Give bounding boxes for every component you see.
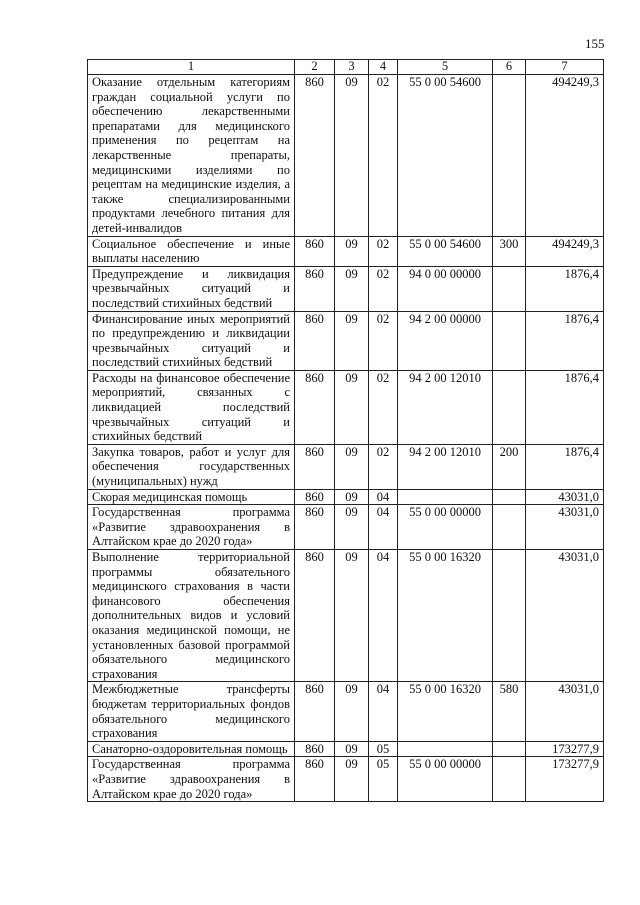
ministry-code: 860 — [295, 550, 335, 682]
target-article: 94 0 00 00000 — [398, 266, 493, 311]
target-article: 55 0 00 54600 — [398, 236, 493, 266]
column-header: 4 — [369, 60, 398, 75]
row-name: Межбюджетные трансферты бюджетам территориальных фондов обязательного медицинского страхования — [88, 682, 295, 741]
row-name: Финансирование иных мероприятий по предупреждению и ликвидации чрезвычайных ситуаций и последствий стихийных бедствий — [88, 311, 295, 370]
target-article: 55 0 00 00000 — [398, 505, 493, 550]
row-name: Закупка товаров, работ и услуг для обеспечения государственных (муниципальных) нужд — [88, 444, 295, 489]
table-row — [88, 311, 604, 370]
expense-type: 580 — [493, 682, 526, 741]
budget-table — [87, 59, 604, 802]
subsection-code: 04 — [369, 489, 398, 505]
target-article: 94 2 00 12010 — [398, 370, 493, 444]
ministry-code: 860 — [295, 682, 335, 741]
section-code: 09 — [335, 266, 369, 311]
expense-type — [493, 489, 526, 505]
expense-type — [493, 757, 526, 802]
amount: 1876,4 — [526, 311, 604, 370]
section-code: 09 — [335, 75, 369, 237]
row-name: Оказание отдельным категориям граждан социальной услуги по обеспечению лекарственными препаратами для медицинского применения по рецептам на лекарственные препараты, медицинскими изделиями по рецептам на медицинские изделия, а также специализированными продуктами лечебного питания для детей-инвалидов — [88, 75, 295, 237]
subsection-code: 02 — [369, 236, 398, 266]
table-row — [88, 75, 604, 237]
expense-type — [493, 370, 526, 444]
ministry-code: 860 — [295, 370, 335, 444]
expense-type — [493, 311, 526, 370]
row-name: Расходы на финансовое обеспечение мероприятий, связанных с ликвидацией последствий чрезвычайных ситуаций и стихийных бедствий — [88, 370, 295, 444]
section-code: 09 — [335, 550, 369, 682]
expense-type — [493, 741, 526, 757]
table-row — [88, 757, 604, 802]
subsection-code: 05 — [369, 757, 398, 802]
expense-type — [493, 75, 526, 237]
table-row — [88, 682, 604, 741]
section-code: 09 — [335, 489, 369, 505]
row-name: Выполнение территориальной программы обязательного медицинского страхования в части финансового обеспечения дополнительных видов и условий оказания медицинской помощи, не установленных базовой программой обязательного медицинского страхования — [88, 550, 295, 682]
amount: 1876,4 — [526, 266, 604, 311]
table-row — [88, 741, 604, 757]
ministry-code: 860 — [295, 266, 335, 311]
column-header: 3 — [335, 60, 369, 75]
row-name: Скорая медицинская помощь — [88, 489, 295, 505]
table-row — [88, 550, 604, 682]
target-article: 55 0 00 00000 — [398, 757, 493, 802]
expense-type — [493, 266, 526, 311]
table-row — [88, 236, 604, 266]
target-article: 94 2 00 12010 — [398, 444, 493, 489]
section-code: 09 — [335, 311, 369, 370]
subsection-code: 02 — [369, 75, 398, 237]
expense-type: 300 — [493, 236, 526, 266]
row-name: Социальное обеспечение и иные выплаты населению — [88, 236, 295, 266]
column-header: 1 — [88, 60, 295, 75]
ministry-code: 860 — [295, 311, 335, 370]
expense-type — [493, 550, 526, 682]
table-row — [88, 370, 604, 444]
amount: 1876,4 — [526, 444, 604, 489]
table-row — [88, 489, 604, 505]
section-code: 09 — [335, 444, 369, 489]
target-article: 55 0 00 16320 — [398, 550, 493, 682]
section-code: 09 — [335, 505, 369, 550]
row-name: Государственная программа «Развитие здравоохранения в Алтайском крае до 2020 года» — [88, 505, 295, 550]
column-header: 5 — [398, 60, 493, 75]
amount: 43031,0 — [526, 489, 604, 505]
row-name: Санаторно-оздоровительная помощь — [88, 741, 295, 757]
subsection-code: 02 — [369, 266, 398, 311]
header-row — [88, 60, 604, 75]
ministry-code: 860 — [295, 505, 335, 550]
column-header: 6 — [493, 60, 526, 75]
target-article — [398, 741, 493, 757]
column-header: 2 — [295, 60, 335, 75]
amount: 173277,9 — [526, 741, 604, 757]
table-row — [88, 266, 604, 311]
page-number: 155 — [585, 36, 605, 51]
ministry-code: 860 — [295, 75, 335, 237]
amount: 494249,3 — [526, 75, 604, 237]
target-article: 94 2 00 00000 — [398, 311, 493, 370]
table-row — [88, 505, 604, 550]
ministry-code: 860 — [295, 236, 335, 266]
ministry-code: 860 — [295, 489, 335, 505]
amount: 43031,0 — [526, 682, 604, 741]
row-name: Предупреждение и ликвидация чрезвычайных ситуаций и последствий стихийных бедствий — [88, 266, 295, 311]
amount: 173277,9 — [526, 757, 604, 802]
amount: 494249,3 — [526, 236, 604, 266]
row-name: Государственная программа «Развитие здравоохранения в Алтайском крае до 2020 года» — [88, 757, 295, 802]
subsection-code: 04 — [369, 682, 398, 741]
subsection-code: 02 — [369, 444, 398, 489]
target-article — [398, 489, 493, 505]
section-code: 09 — [335, 682, 369, 741]
subsection-code: 02 — [369, 370, 398, 444]
section-code: 09 — [335, 757, 369, 802]
column-header: 7 — [526, 60, 604, 75]
table-body — [88, 75, 604, 802]
subsection-code: 02 — [369, 311, 398, 370]
ministry-code: 860 — [295, 741, 335, 757]
ministry-code: 860 — [295, 757, 335, 802]
target-article: 55 0 00 54600 — [398, 75, 493, 237]
section-code: 09 — [335, 370, 369, 444]
subsection-code: 04 — [369, 505, 398, 550]
expense-type: 200 — [493, 444, 526, 489]
expense-type — [493, 505, 526, 550]
subsection-code: 05 — [369, 741, 398, 757]
amount: 43031,0 — [526, 550, 604, 682]
amount: 43031,0 — [526, 505, 604, 550]
amount: 1876,4 — [526, 370, 604, 444]
target-article: 55 0 00 16320 — [398, 682, 493, 741]
section-code: 09 — [335, 741, 369, 757]
subsection-code: 04 — [369, 550, 398, 682]
table-row — [88, 444, 604, 489]
ministry-code: 860 — [295, 444, 335, 489]
section-code: 09 — [335, 236, 369, 266]
